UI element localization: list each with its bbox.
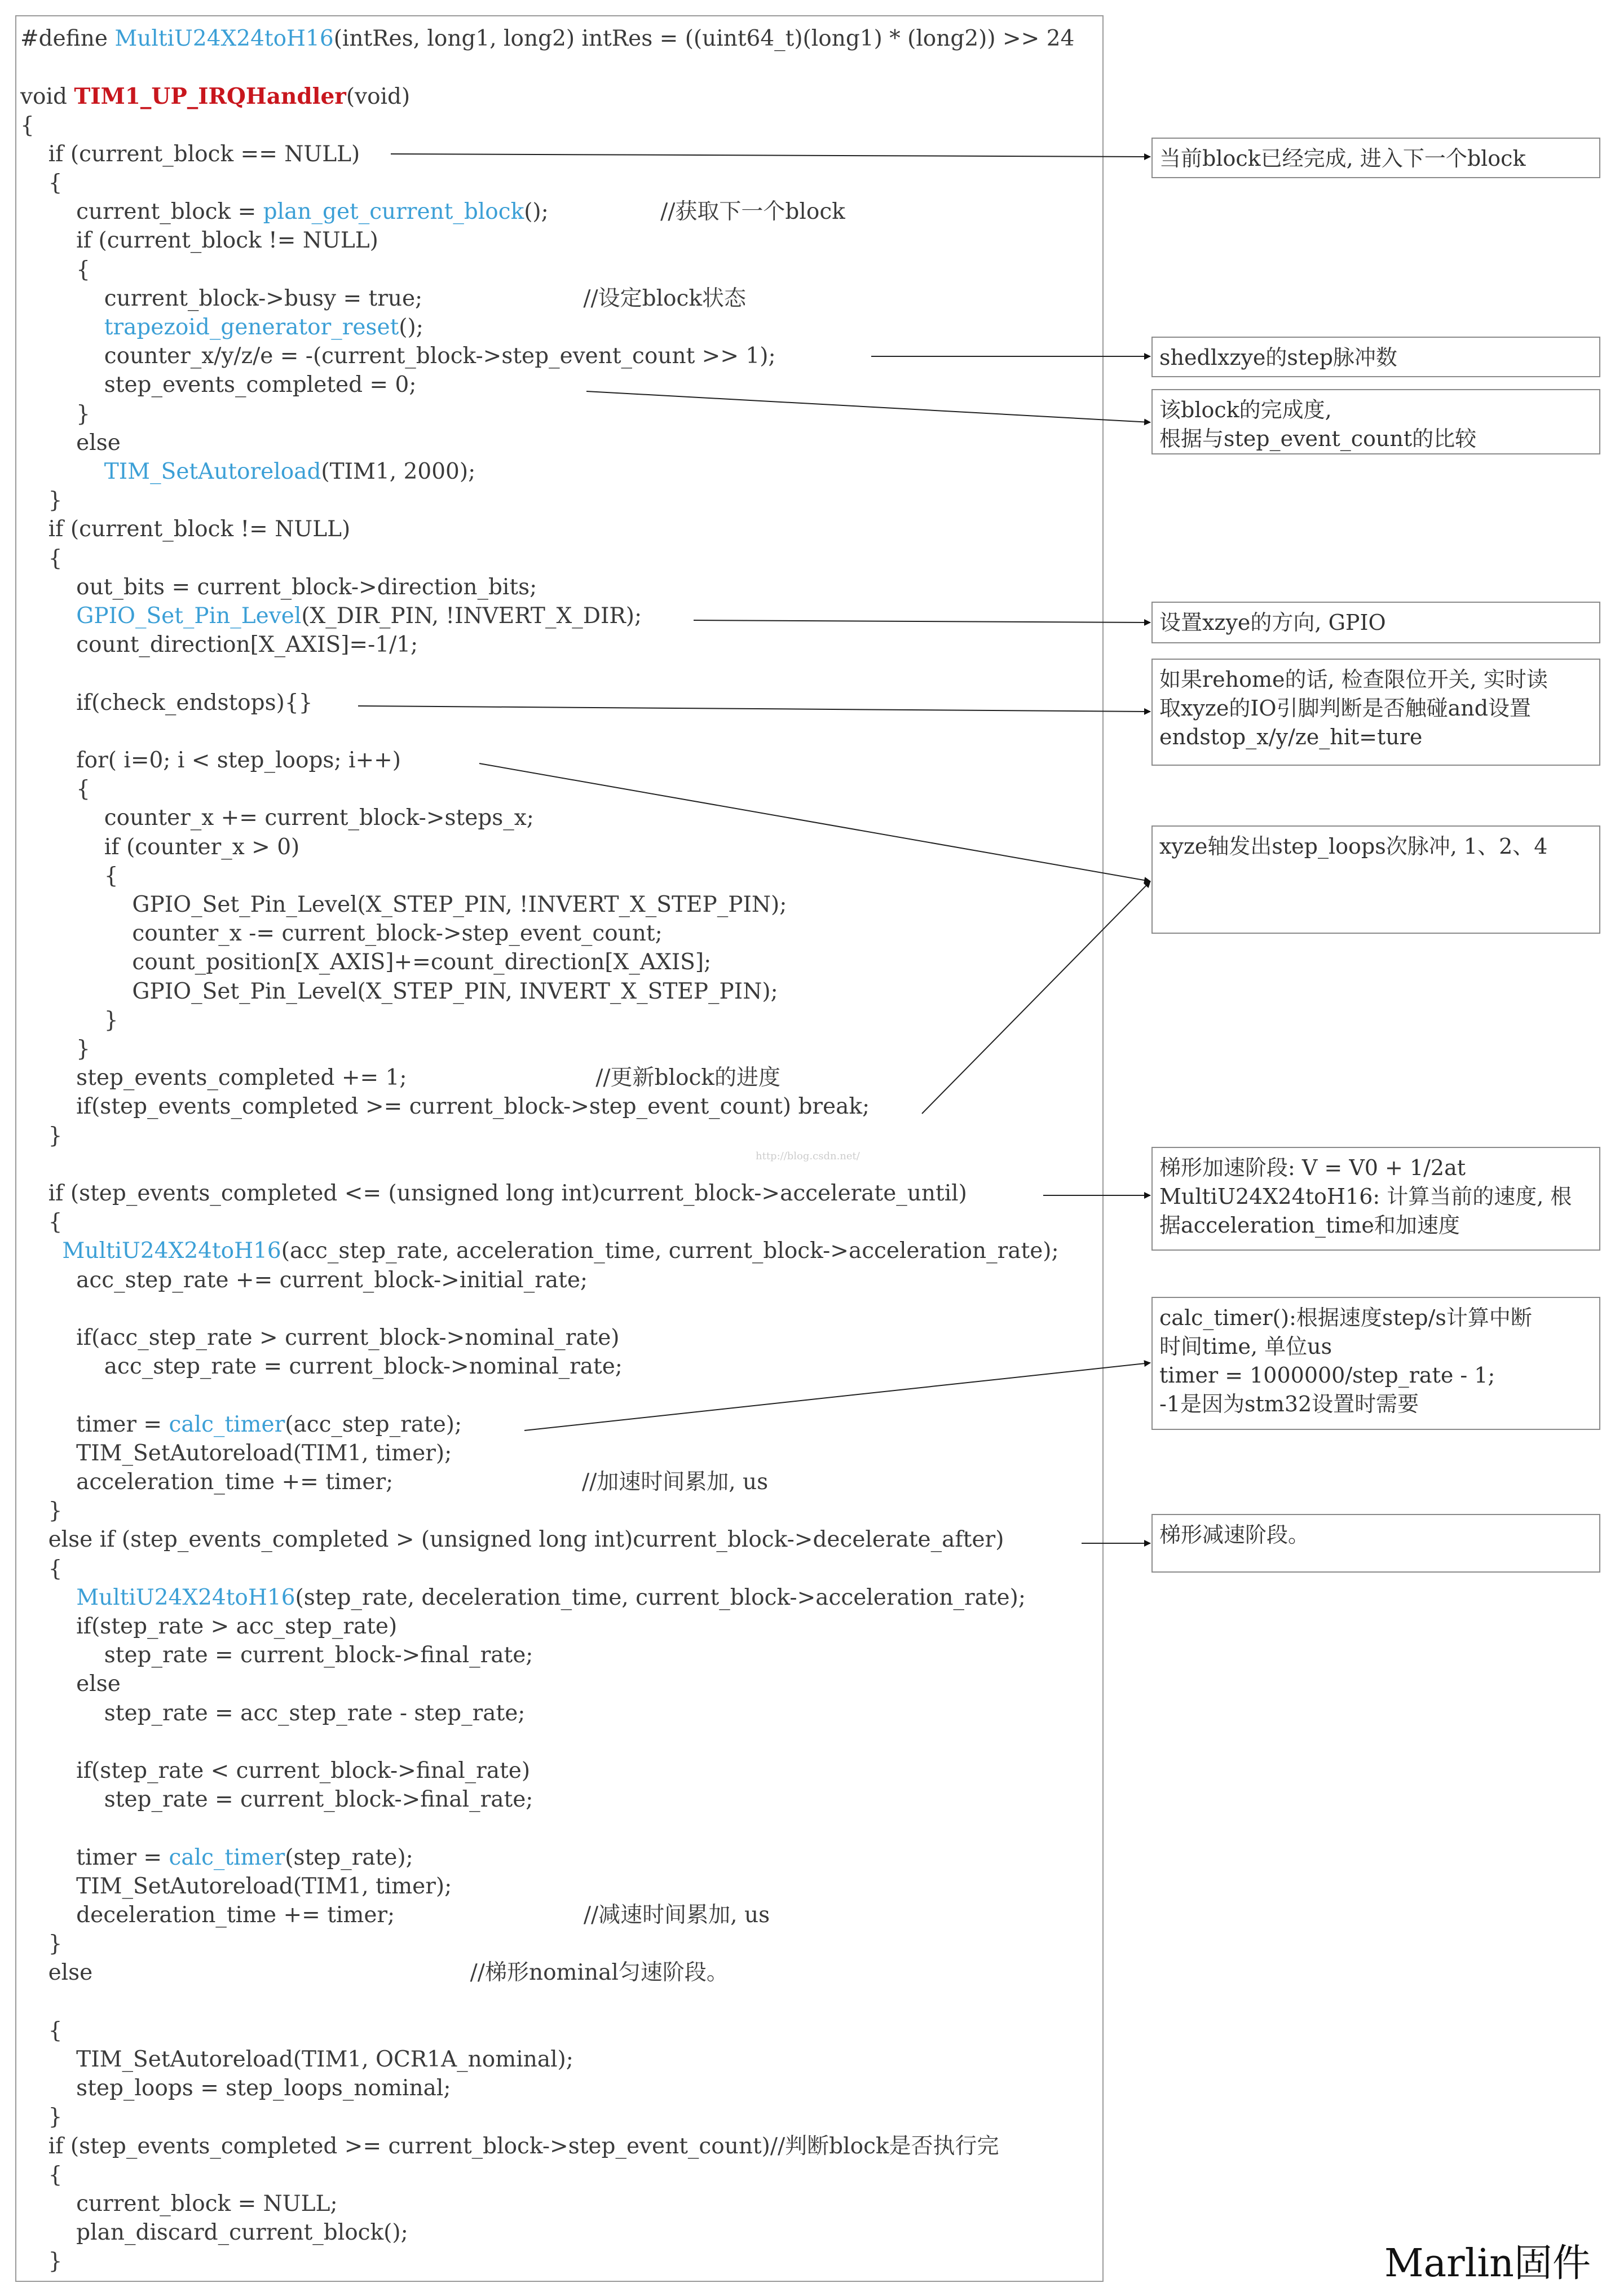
- note-line: endstop_x/y/ze_hit=ture: [1159, 725, 1423, 749]
- code-text: timer =: [20, 1411, 169, 1437]
- code-function-name: trapezoid_generator_reset: [104, 315, 399, 340]
- code-text: count_direction[X_AXIS]=-1/1;: [20, 632, 418, 658]
- code-text: step_rate = current_block->final_rate;: [20, 1642, 533, 1668]
- code-text: step_events_completed += 1; //更新block的进度: [20, 1065, 780, 1091]
- code-text: {: [20, 2017, 63, 2043]
- code-text: timer =: [20, 1844, 169, 1870]
- note-line: 根据与step_event_count的比较: [1159, 426, 1477, 451]
- code-text: TIM_SetAutoreload(TIM1, timer);: [20, 1440, 452, 1466]
- code-function-name: MultiU24X24toH16: [62, 1238, 281, 1264]
- note-line: timer = 1000000/step_rate - 1;: [1159, 1363, 1495, 1388]
- code-text: else if (step_events_completed > (unsigned long int)current_block->decelerate_after): [20, 1527, 1004, 1553]
- code-text: out_bits = current_block->direction_bits;: [20, 574, 537, 600]
- code-text: (TIM1, 2000);: [321, 459, 476, 484]
- note-line: 据acceleration_time和加速度: [1159, 1213, 1460, 1238]
- code-text: }: [20, 1931, 63, 1957]
- note-line: 时间time, 单位us: [1159, 1334, 1332, 1359]
- note-line: -1是因为stm32设置时需要: [1159, 1392, 1419, 1416]
- code-text: for( i=0; i < step_loops; i++): [20, 748, 401, 773]
- code-text: TIM_SetAutoreload(TIM1, OCR1A_nominal);: [20, 2047, 573, 2072]
- code-text: deceleration_time += timer; //减速时间累加, us: [20, 1902, 770, 1928]
- code-text: else: [20, 1671, 121, 1697]
- code-text: (step_rate, deceleration_time, current_block->acceleration_rate);: [295, 1584, 1026, 1610]
- note-line: 梯形减速阶段。: [1159, 1522, 1310, 1547]
- note-line: shedlxzye的step脉冲数: [1159, 345, 1397, 370]
- code-function-name: GPIO_Set_Pin_Level: [76, 603, 302, 629]
- code-text: ();: [399, 315, 423, 340]
- code-text: acc_step_rate = current_block->nominal_rate;: [20, 1354, 623, 1380]
- code-text: (void): [346, 84, 411, 110]
- code-text: acc_step_rate += current_block->initial_rate;: [20, 1267, 588, 1293]
- arrow-endstops: [358, 706, 1150, 712]
- code-text: (X_DIR_PIN, !INVERT_X_DIR);: [301, 603, 642, 629]
- code-text: GPIO_Set_Pin_Level(X_STEP_PIN, INVERT_X_STEP_PIN);: [20, 978, 778, 1004]
- code-text: }: [20, 1036, 90, 1062]
- code-text: step_events_completed = 0;: [20, 372, 417, 398]
- code-text: if(step_rate > acc_step_rate): [20, 1614, 398, 1639]
- note-line: 该block的完成度,: [1159, 398, 1332, 422]
- note-line: 梯形加速阶段: V = V0 + 1/2at: [1159, 1155, 1466, 1180]
- watermark-url: http://blog.csdn.net/: [756, 1150, 860, 1162]
- note-line: 取xyze的IO引脚判断是否触碰and设置: [1159, 696, 1532, 721]
- code-handler-name: TIM1_UP_IRQHandler: [74, 83, 346, 110]
- code-text: (acc_step_rate, acceleration_time, current_block->acceleration_rate);: [281, 1238, 1059, 1264]
- code-text: }: [20, 1498, 63, 1524]
- code-text: if (step_events_completed <= (unsigned long int)current_block->accelerate_until): [20, 1181, 967, 1206]
- code-text: counter_x/y/z/e = -(current_block->step_event_count >> 1);: [20, 343, 776, 369]
- code-function-name: calc_timer: [169, 1844, 285, 1870]
- note-line: 设置xzye的方向, GPIO: [1159, 610, 1386, 635]
- code-text: step_loops = step_loops_nominal;: [20, 2076, 451, 2101]
- code-text: else //梯形nominal匀速阶段。: [20, 1960, 729, 1986]
- code-text: if (step_events_completed >= current_block->step_event_count)//判断block是否执行完: [20, 2133, 999, 2159]
- code-text: if(step_events_completed >= current_block->step_event_count) break;: [20, 1094, 870, 1120]
- code-text: if (counter_x > 0): [20, 834, 300, 860]
- code-text: current_block =: [20, 199, 263, 225]
- note-line: xyze轴发出step_loops次脉冲, 1、2、4: [1159, 834, 1548, 859]
- code-text: GPIO_Set_Pin_Level(X_STEP_PIN, !INVERT_X_STEP_PIN);: [20, 892, 787, 917]
- code-text: {: [20, 1556, 63, 1582]
- code-text: #define: [20, 26, 115, 51]
- arrow-direction: [694, 620, 1150, 622]
- arrow-next-block: [391, 154, 1150, 157]
- code-text: void: [20, 84, 74, 110]
- note-line: 当前block已经完成, 进入下一个block: [1159, 146, 1526, 171]
- note-line: MultiU24X24toH16: 计算当前的速度, 根: [1159, 1184, 1572, 1209]
- code-text: (); //获取下一个block: [524, 199, 845, 225]
- arrow-break-step-loops: [922, 881, 1150, 1114]
- code-function-name: TIM_SetAutoreload: [104, 459, 321, 484]
- code-text: count_position[X_AXIS]+=count_direction[X_AXIS];: [20, 950, 712, 975]
- code-text: step_rate = acc_step_rate - step_rate;: [20, 1700, 526, 1726]
- arrow-completion: [586, 391, 1150, 422]
- code-text: if (current_block == NULL): [20, 141, 360, 167]
- code-text: {: [20, 170, 63, 196]
- code-text: {: [20, 545, 63, 571]
- code-text: current_block->busy = true; //设定block状态: [20, 285, 746, 311]
- note-line: 如果rehome的话, 检查限位开关, 实时读: [1159, 667, 1548, 692]
- code-text: if(acc_step_rate > current_block->nominal_rate): [20, 1325, 620, 1350]
- code-text: {: [20, 257, 90, 282]
- code-text: if (current_block != NULL): [20, 228, 378, 254]
- code-text: (acc_step_rate);: [285, 1411, 462, 1437]
- code-text: {: [20, 863, 118, 889]
- code-text: else: [20, 430, 121, 456]
- code-text: TIM_SetAutoreload(TIM1, timer);: [20, 1873, 452, 1899]
- code-text: }: [20, 2104, 63, 2130]
- code-text: if(check_endstops){}: [20, 690, 313, 716]
- code-text: }: [20, 401, 90, 427]
- code-text: if (current_block != NULL): [20, 516, 351, 542]
- code-text: {: [20, 112, 34, 138]
- code-function-name: MultiU24X24toH16: [114, 26, 334, 51]
- code-text: }: [20, 2249, 63, 2275]
- code-text: plan_discard_current_block();: [20, 2220, 408, 2246]
- code-text: {: [20, 2162, 63, 2188]
- arrow-calc-timer: [524, 1363, 1150, 1430]
- code-text: counter_x += current_block->steps_x;: [20, 805, 534, 831]
- code-text: (intRes, long1, long2) intRes = ((uint64_t)(long1) * (long2)) >> 24: [333, 26, 1075, 51]
- code-function-name: MultiU24X24toH16: [76, 1584, 295, 1610]
- arrow-step-loops: [479, 763, 1150, 881]
- code-text: {: [20, 776, 90, 802]
- code-text: }: [20, 488, 63, 514]
- code-text: step_rate = current_block->final_rate;: [20, 1787, 533, 1813]
- note-line: calc_timer():根据速度step/s计算中断: [1159, 1305, 1532, 1330]
- code-function-name: plan_get_current_block: [263, 199, 524, 225]
- code-text: }: [20, 1123, 63, 1149]
- code-text: current_block = NULL;: [20, 2191, 338, 2216]
- code-text: }: [20, 1007, 118, 1033]
- code-text: (step_rate);: [285, 1844, 413, 1870]
- brand-title: Marlin固件: [1384, 2241, 1591, 2286]
- code-text: acceleration_time += timer; //加速时间累加, us: [20, 1469, 769, 1495]
- code-function-name: calc_timer: [169, 1411, 285, 1437]
- code-text: if(step_rate < current_block->final_rate): [20, 1758, 531, 1783]
- code-text: {: [20, 1209, 63, 1235]
- code-text: counter_x -= current_block->step_event_count;: [20, 921, 663, 947]
